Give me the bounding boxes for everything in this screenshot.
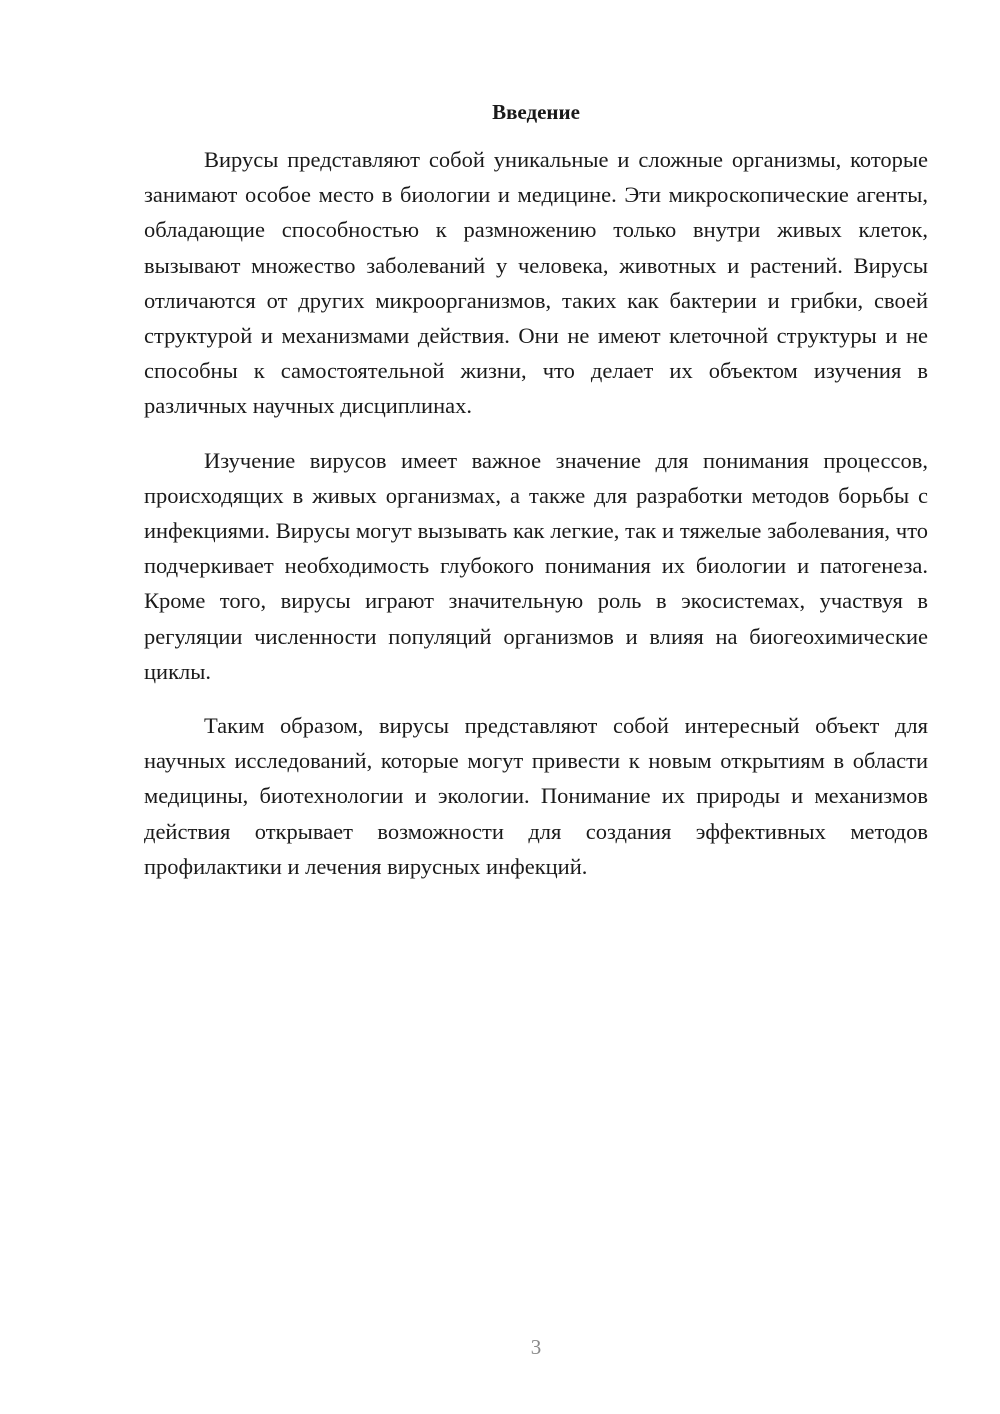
body-text xyxy=(144,142,928,903)
paragraph-3: Таким образом, вирусы представляют собой интересный объект для научных исследований, которые могут привести к новым открытиям в области медицины, биотехнологии и экологии. Понимание их природы и механизмов действия открывает возможности для создания эффективных методов профилактики и лечения вирусных инфекций. xyxy=(144,713,928,879)
section-heading: Введение xyxy=(492,100,580,124)
paragraph-1: Вирусы представляют собой уникальные и сложные организмы, которые занимают особое место в биологии и медицине. Эти микроскопические агенты, обладающие способностью к размножению только внутри живых клеток, вызывают множество заболеваний у человека, животных и растений. Вирусы отличаются от других микроорганизмов, таких как бактерии и грибки, своей структурой и механизмами действия. Они не имеют клеточной структуры и не способны к самостоятельной жизни, что делает их объектом изучения в различных научных дисциплинах. xyxy=(144,147,928,419)
page-number: 3 xyxy=(530,1335,542,1359)
paragraph-2: Изучение вирусов имеет важное значение для понимания процессов, происходящих в живых организмах, а также для разработки методов борьбы с инфекциями. Вирусы могут вызывать как легкие, так и тяжелые заболевания, что подчеркивает необходимость глубокого понимания их биологии и патогенеза. Кроме того, вирусы играют значительную роль в экосистемах, участвуя в регуляции численности популяций организмов и влияя на биогеохимические циклы. xyxy=(144,447,928,684)
